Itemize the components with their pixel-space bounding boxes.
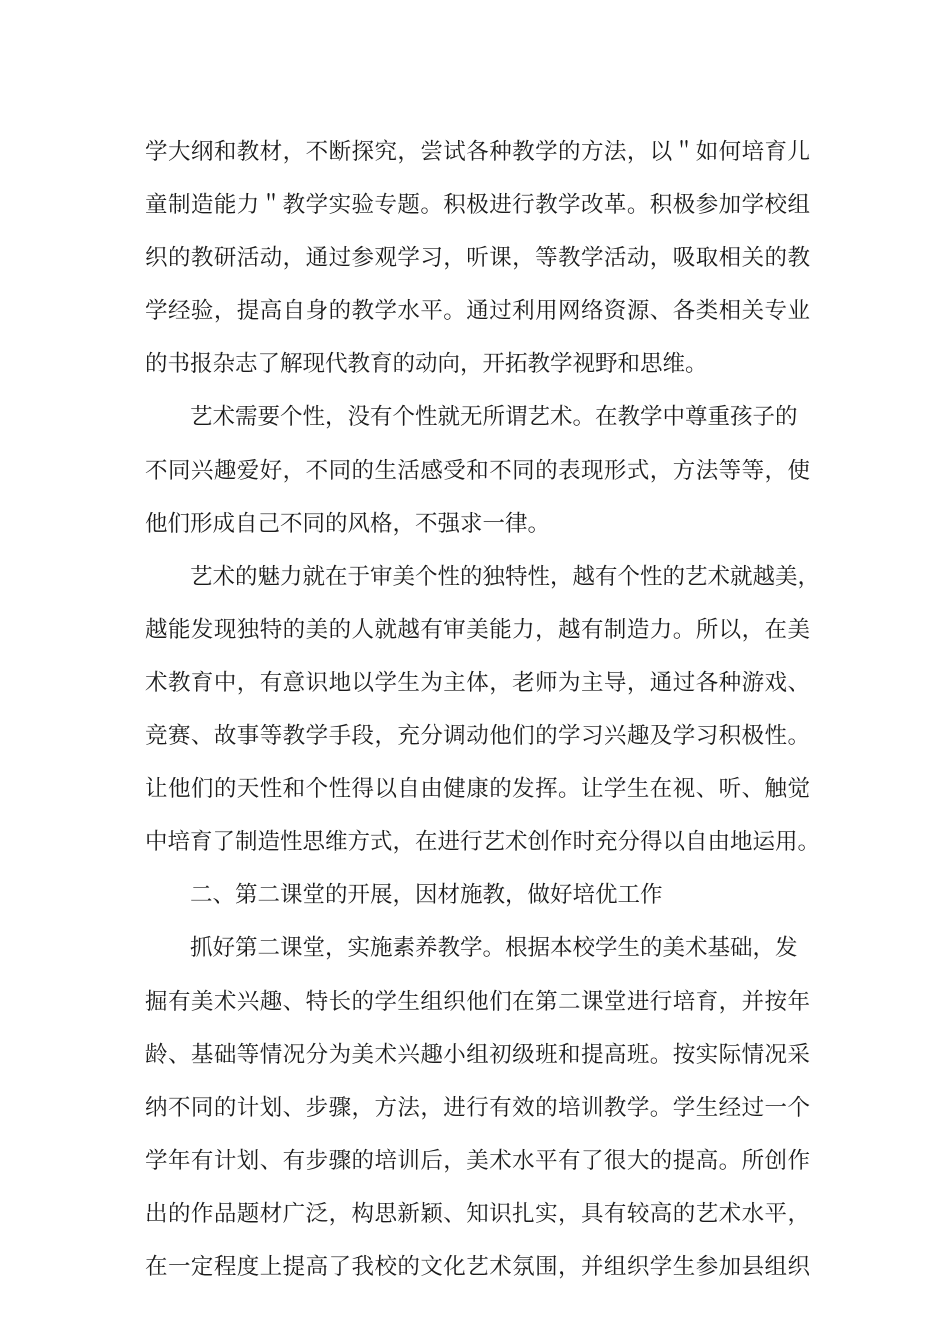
text-line: 纳不同的计划、步骤，方法，进行有效的培训教学。学生经过一个	[145, 1094, 810, 1121]
text-line: 中培育了制造性思维方式，在进行艺术创作时充分得以自由地运用。	[145, 829, 821, 856]
text-line: 让他们的天性和个性得以自由健康的发挥。让学生在视、听、触觉	[145, 776, 810, 803]
paragraph-first-line: 抓好第二课堂，实施素养教学。根据本校学生的美术基础，发	[190, 935, 798, 962]
paragraph-first-line: 艺术的魅力就在于审美个性的独特性，越有个性的艺术就越美，	[190, 563, 821, 590]
text-line: 龄、基础等情况分为美术兴趣小组初级班和提高班。按实际情况采	[145, 1041, 810, 1068]
text-line: 学大纲和教材，不断探究，尝试各种教学的方法，以＂如何培育儿	[145, 139, 810, 165]
body-text	[145, 126, 821, 1294]
text-line: 学年有计划、有步骤的培训后，美术水平有了很大的提高。所创作	[145, 1147, 810, 1174]
text-line: 不同兴趣爱好，不同的生活感受和不同的表现形式，方法等等，使	[145, 457, 810, 484]
paragraph-first-line: 艺术需要个性，没有个性就无所谓艺术。在教学中尊重孩子的	[190, 404, 798, 431]
text-line: 竞赛、故事等教学手段，充分调动他们的学习兴趣及学习积极性。	[145, 723, 810, 750]
text-line: 学经验，提高自身的教学水平。通过利用网络资源、各类相关专业	[145, 298, 810, 325]
text-line: 他们形成自己不同的风格，不强求一律。	[145, 510, 551, 537]
text-line: 掘有美术兴趣、特长的学生组织他们在第二课堂进行培育，并按年	[145, 988, 810, 1015]
text-line: 的书报杂志了解现代教育的动向，开拓教学视野和思维。	[145, 351, 708, 378]
text-line: 在一定程度上提高了我校的文化艺术氛围，并组织学生参加县组织	[145, 1253, 810, 1280]
text-line: 出的作品题材广泛，构思新颖、知识扎实，具有较高的艺术水平，	[145, 1200, 810, 1227]
text-line: 织的教研活动，通过参观学习，听课，等教学活动，吸取相关的教	[145, 245, 810, 272]
text-line: 越能发现独特的美的人就越有审美能力，越有制造力。所以，在美	[145, 616, 810, 643]
text-line: 童制造能力＂教学实验专题。积极进行教学改革。积极参加学校组	[145, 192, 810, 219]
section-heading: 二、第二课堂的开展，因材施教，做好培优工作	[190, 882, 663, 909]
text-line: 术教育中，有意识地以学生为主体，老师为主导，通过各种游戏、	[145, 669, 810, 696]
